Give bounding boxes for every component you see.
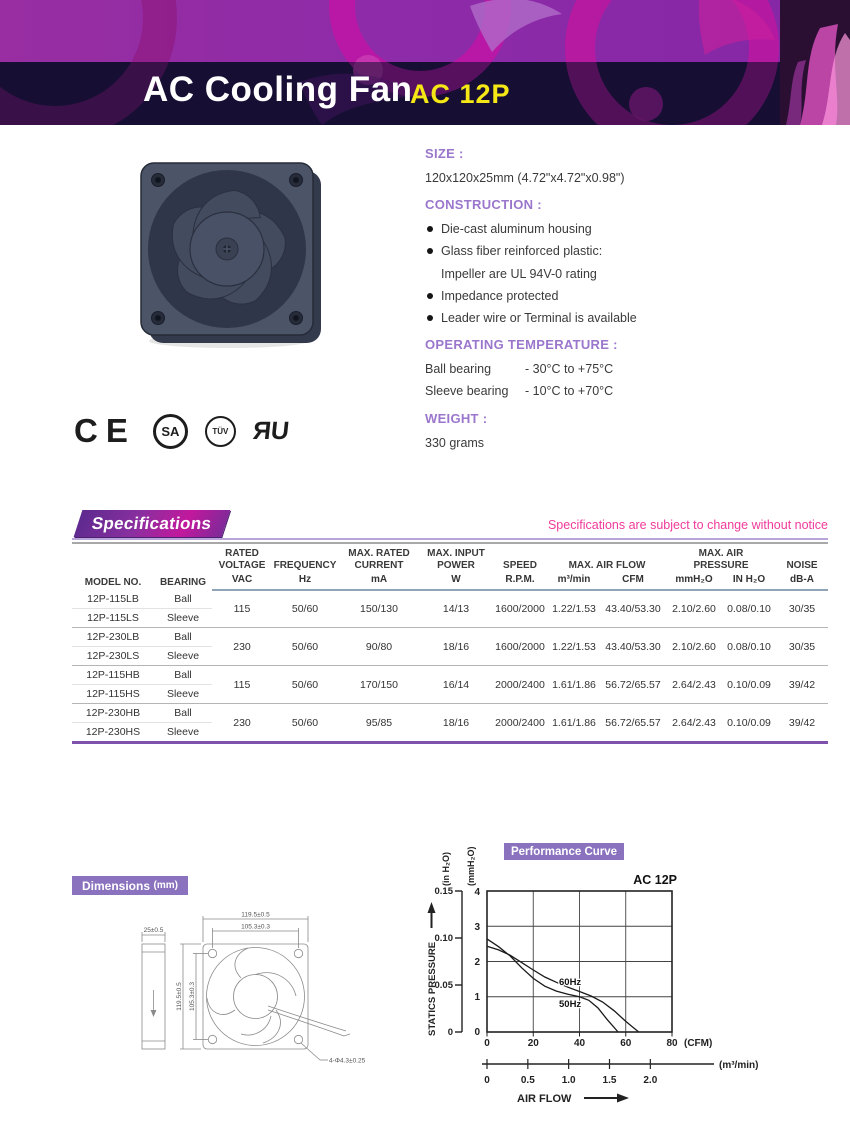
y-axis-mmh2o-unit: (mmH₂O) — [466, 846, 476, 886]
construction-item: Die-cast aluminum housing — [425, 221, 835, 237]
svg-text:40: 40 — [573, 1038, 586, 1049]
y-axis-arrow-icon — [428, 902, 436, 928]
y-axis-mmh2o-ticks — [474, 887, 480, 1038]
hero-right-photo-strip — [780, 0, 850, 125]
series-label-60hz: 60Hz — [559, 977, 582, 988]
x-axis-cfm-unit: (CFM) — [684, 1038, 713, 1049]
chart-title: AC 12P — [633, 873, 677, 887]
svg-text:1.0: 1.0 — [561, 1075, 576, 1086]
svg-text:80: 80 — [666, 1038, 678, 1049]
unit-frequency: Hz — [272, 573, 338, 590]
svg-text:1.5: 1.5 — [602, 1075, 617, 1086]
svg-text:0: 0 — [484, 1075, 490, 1086]
header-row — [72, 543, 828, 573]
specifications-table — [72, 542, 828, 744]
ul-recognized-icon: ЯU — [251, 416, 291, 445]
table-row: 12P-230LS Sleeve — [72, 647, 828, 666]
table-top-accent-line — [72, 538, 828, 540]
operating-temperature-label: OPERATING TEMPERATURE : — [425, 337, 618, 353]
bullet-icon — [427, 248, 433, 254]
construction-item: Glass fiber reinforced plastic: — [425, 243, 835, 259]
specifications-table-wrap — [72, 538, 828, 744]
x-axis-cfm-ticks — [484, 1038, 678, 1049]
performance-chart — [422, 840, 822, 1120]
construction-label: CONSTRUCTION : — [425, 197, 542, 213]
unit-current: mA — [338, 573, 420, 590]
svg-text:2.0: 2.0 — [643, 1075, 658, 1086]
svg-text:20: 20 — [527, 1038, 539, 1049]
col-model: MODEL NO. — [84, 577, 142, 588]
specifications-badge: Specifications — [74, 510, 231, 537]
dimensions-drawing — [108, 898, 378, 1075]
curve-60Hz — [487, 946, 639, 1032]
col-speed: SPEED — [503, 560, 537, 571]
x-axis-title: AIR FLOW — [517, 1093, 572, 1105]
svg-text:0.05: 0.05 — [434, 980, 453, 991]
dim-frame-height: 119.5±0.5 — [176, 982, 183, 1011]
unit-voltage: VAC — [212, 573, 272, 590]
spec-change-notice: Specifications are subject to change without notice — [547, 518, 828, 532]
certification-marks — [74, 406, 289, 456]
svg-text:60: 60 — [620, 1038, 632, 1049]
svg-text:0: 0 — [474, 1027, 480, 1038]
weight-label: WEIGHT : — [425, 410, 488, 426]
col-bearing: BEARING — [159, 577, 207, 588]
bullet-icon — [427, 315, 433, 321]
col-airflow: MAX. AIR FLOW — [568, 560, 646, 571]
bullet-icon — [427, 293, 433, 299]
construction-item: Leader wire or Terminal is available — [425, 310, 835, 326]
table-row: 12P-115LB Ball 115 50/60 150/130 14/13 1600/2000 1.22/1.53 43.40/53.30 2.10/2.60 0.08/0.10 30/35 — [72, 590, 828, 609]
table-row: 12P-115HS Sleeve — [72, 685, 828, 704]
svg-text:0: 0 — [447, 1027, 453, 1038]
svg-text:0.15: 0.15 — [434, 886, 453, 897]
x-axis-m3-unit: (m³/min) — [719, 1060, 759, 1071]
model-code: AC 12P — [410, 79, 511, 109]
tuv-mark-icon: TÜV — [205, 416, 236, 447]
operating-row: Ball bearing - 30°C to +75°C — [425, 362, 614, 377]
col-power: MAX. INPUT POWER — [427, 548, 485, 571]
y-axis-inh2o-line — [455, 891, 462, 1032]
unit-airflow-cfm: CFM — [600, 573, 666, 590]
svg-text:3: 3 — [474, 922, 480, 933]
construction-subitem: Impeller are UL 94V-0 rating — [441, 266, 597, 281]
col-pressure: MAX. AIR PRESSURE — [693, 548, 749, 571]
performance-curve-badge: Performance Curve — [504, 843, 624, 860]
size-value: 120x120x25mm (4.72"x4.72"x0.98") — [425, 170, 625, 185]
size-label: SIZE : — [425, 146, 464, 161]
y-axis-inh2o-unit: (in H₂O) — [441, 852, 451, 886]
svg-text:1: 1 — [474, 992, 480, 1003]
col-frequency: FREQUENCY — [273, 560, 337, 571]
csa-mark-icon: SA — [153, 414, 188, 449]
ce-mark-icon: CE — [74, 412, 136, 449]
x-axis-arrow-icon — [584, 1094, 629, 1103]
table-row: 12P-230HB Ball 230 50/60 95/85 18/16 2000/2400 1.61/1.86 56.72/65.57 2.64/2.43 0.10/0.09 39/42 — [72, 704, 828, 723]
svg-text:0: 0 — [484, 1038, 490, 1049]
fan-product-photo — [133, 155, 333, 360]
svg-text:0.10: 0.10 — [434, 933, 453, 944]
table-row: 12P-115LS Sleeve — [72, 609, 828, 628]
y-axis-title: STATICS PRESSURE — [427, 941, 438, 1036]
operating-row: Sleeve bearing - 10°C to +70°C — [425, 384, 614, 399]
table-row: 12P-230LB Ball 230 50/60 90/80 18/16 1600/2000 1.22/1.53 43.40/53.30 2.10/2.60 0.08/0.10 30/35 — [72, 628, 828, 647]
bullet-icon — [427, 226, 433, 232]
unit-pressure-mm: mmH₂O — [666, 573, 722, 590]
series-label-50hz: 50Hz — [559, 999, 582, 1010]
dim-hole-pitch-v: 105.3±0.3 — [189, 982, 196, 1011]
curve-50Hz — [487, 939, 618, 1032]
weight-value: 330 grams — [425, 435, 485, 450]
unit-airflow-m3: m³/min — [548, 573, 600, 590]
dim-hole-note: 4-Φ4.3±0.25 — [329, 1057, 366, 1065]
unit-pressure-in: IN H₂O — [722, 573, 776, 590]
svg-text:2: 2 — [474, 957, 480, 968]
dimensions-badge: Dimensions (mm) — [72, 876, 188, 895]
col-current: MAX. RATED CURRENT — [348, 548, 410, 571]
col-voltage: RATED VOLTAGE — [218, 548, 266, 571]
construction-item: Impedance protected — [425, 288, 835, 304]
unit-power: W — [420, 573, 492, 590]
svg-text:0.5: 0.5 — [520, 1075, 535, 1086]
hero-banner — [0, 0, 850, 125]
table-row: 12P-230HS Sleeve — [72, 723, 828, 743]
dim-hole-pitch: 105.3±0.3 — [241, 923, 270, 931]
svg-text:4: 4 — [474, 887, 480, 898]
product-info-panel — [425, 146, 835, 455]
dim-frame-width: 119.5±0.5 — [241, 911, 270, 919]
unit-speed: R.P.M. — [492, 573, 548, 590]
dim-side-width: 25±0.5 — [143, 927, 164, 934]
unit-noise: dB-A — [776, 573, 828, 590]
table-row: 12P-115HB Ball 115 50/60 170/150 16/14 2000/2400 1.61/1.86 56.72/65.57 2.64/2.43 0.10/0.09 39/42 — [72, 666, 828, 685]
col-noise: NOISE — [786, 560, 818, 571]
page-title: AC Cooling Fan — [143, 70, 413, 109]
